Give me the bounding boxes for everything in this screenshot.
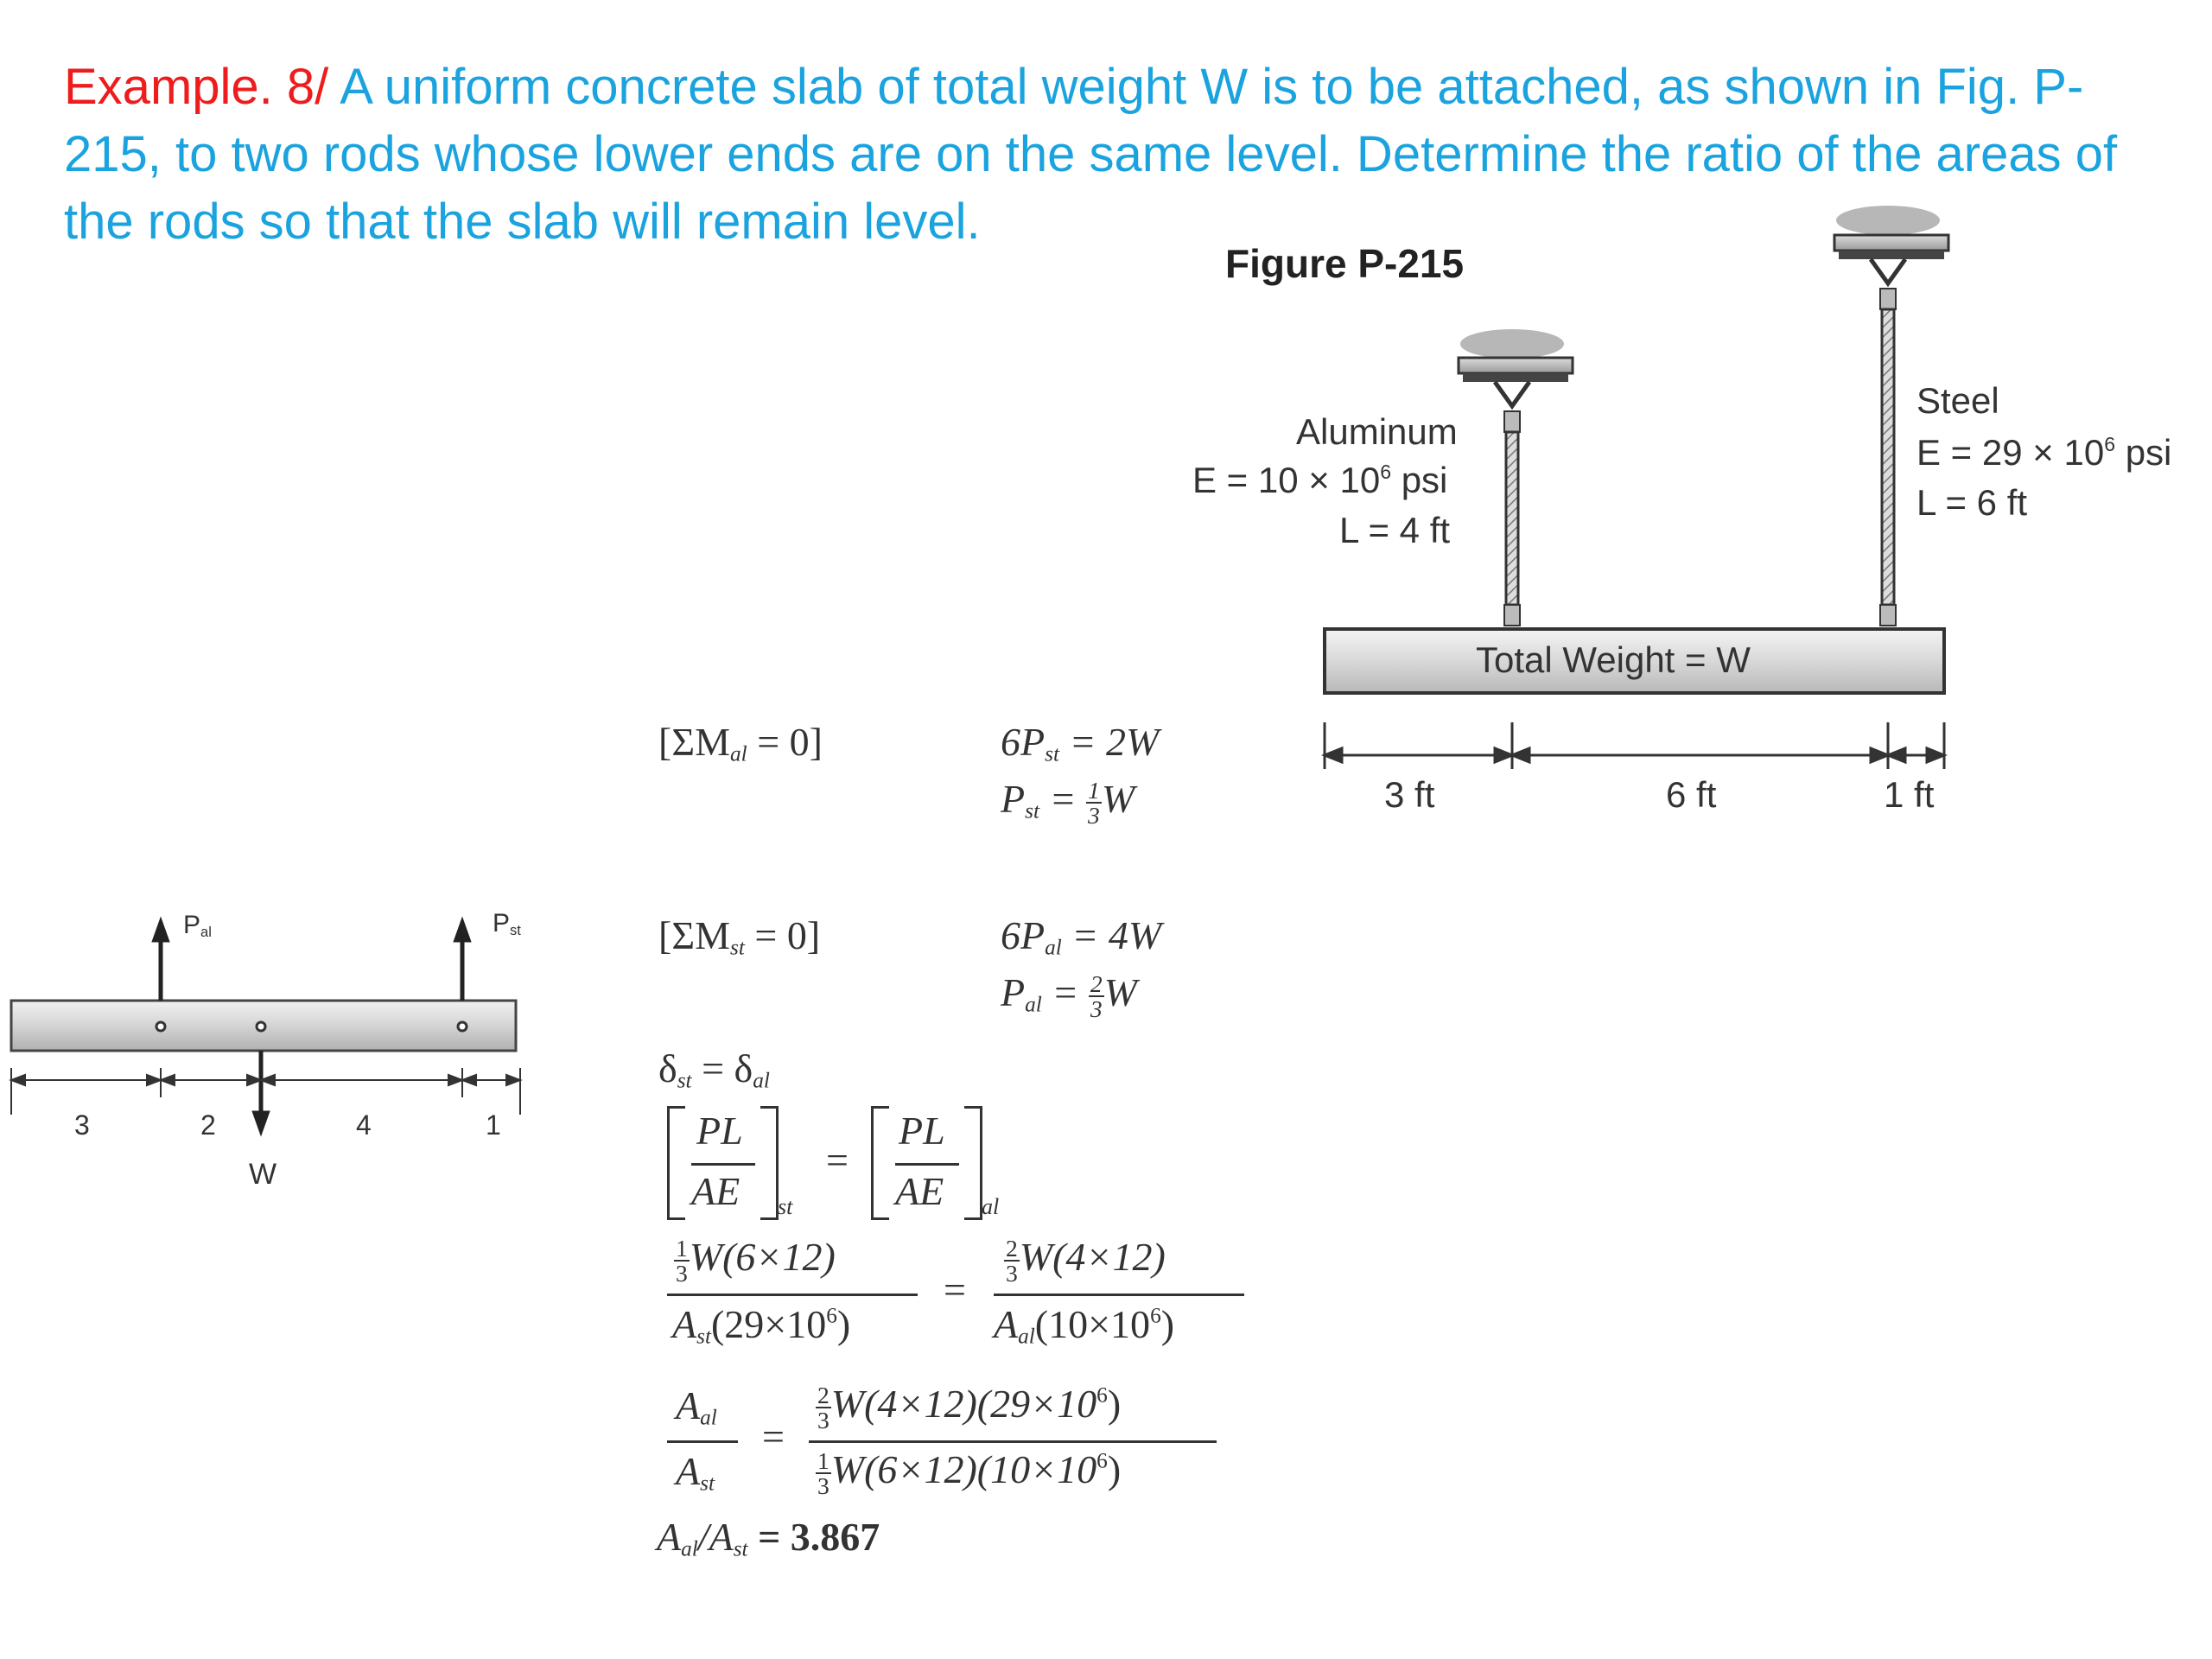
step1-equals: = (944, 1268, 966, 1312)
steel-rod (1880, 289, 1896, 626)
moment-eq-st-1: $6P_{al} = 4W$ (1001, 913, 1162, 960)
steel-length: L = 6 ft (1916, 482, 2028, 523)
steel-label: Steel (1916, 380, 1999, 421)
fbd-dimension-line (11, 1068, 520, 1115)
step2-lhs-num: $A_{al}$ (676, 1383, 717, 1430)
moment-eq-st-label: $[\Sigma M_{st} = 0]$ (658, 913, 821, 960)
pl-ae-left-bar (691, 1163, 755, 1166)
bracket-right-open (871, 1106, 889, 1220)
moment-eq-al-2: $P_{st}$ = $\frac{1}{3}$ W (1001, 776, 1135, 830)
step2-rhs-den: $\frac{1}{3}$ $W(6\times 12)(10\times 10^6)$ (817, 1446, 1122, 1500)
force-arrow-st (454, 918, 471, 1001)
dim-label-1ft: 1 ft (1884, 774, 1935, 815)
pl-ae-right-bar (895, 1163, 959, 1166)
step1-left-den: $A_{st}(29\times 10^6)$ (672, 1302, 851, 1349)
bracket-right-close (964, 1106, 982, 1220)
slab-label: Total Weight = W (1476, 639, 1751, 680)
pl-ae-equals: = (826, 1138, 849, 1182)
delta-equality: $\delta_{st} = \delta_{al}$ (658, 1046, 770, 1093)
pl-ae-right-sub: al (982, 1194, 1000, 1219)
step1-right-bar (994, 1294, 1244, 1296)
step2-equals: = (762, 1414, 785, 1459)
fbd-dim-1: 1 (486, 1109, 501, 1141)
fbd-force-label-al: $P_{al}$ (183, 911, 212, 941)
moment-eq-al-label: $[\Sigma M_{al} = 0]$ (658, 720, 823, 766)
step1-left-num: $\frac{1}{3}$ W(6×12) (676, 1234, 836, 1287)
steel-support (1834, 206, 1948, 283)
pl-ae-left-den: AE (691, 1169, 741, 1213)
fbd-dim-3: 3 (74, 1109, 90, 1141)
pl-ae-left-sub: st (778, 1194, 793, 1219)
step1-left-bar (667, 1294, 918, 1296)
fbd-dim-2: 2 (200, 1109, 216, 1141)
bracket-left-open (667, 1106, 685, 1220)
force-arrow-al (152, 918, 169, 1001)
pl-ae-left-num: PL (696, 1109, 743, 1153)
aluminum-support (1459, 329, 1573, 406)
step1-right-den: $A_{al}(10\times 10^6)$ (994, 1302, 1175, 1349)
dim-label-3ft: 3 ft (1384, 774, 1435, 815)
fbd-weight-label: W (249, 1158, 277, 1191)
step2-lhs-den: $A_{st}$ (676, 1449, 715, 1496)
fbd-force-label-st: $P_{st}$ (493, 909, 521, 939)
dimension-line (1325, 722, 1944, 769)
fbd-dim-4: 4 (356, 1109, 372, 1141)
step2-lhs-bar (667, 1440, 738, 1443)
aluminum-label: Aluminum (1296, 411, 1458, 452)
step2-rhs-bar (809, 1440, 1217, 1443)
bracket-left-close (760, 1106, 779, 1220)
aluminum-modulus: $E = 10 \times 10^6$ psi (1192, 460, 1448, 500)
aluminum-length: L = 4 ft (1339, 510, 1451, 550)
problem-text: A uniform concrete slab of total weight W is to be attached, as shown in Fig. P-215, to two rods whose lower ends are on the same level. Determine the ratio of the areas of the rods so that the slab will remain level. (64, 59, 2118, 250)
moment-eq-al-1: $6P_{st} = 2W$ (1001, 720, 1160, 766)
aluminum-rod (1504, 411, 1520, 626)
result-ratio: $A_{al}/A_{st} = 3.867$ (657, 1515, 880, 1561)
dim-label-6ft: 6 ft (1666, 774, 1717, 815)
weight-arrow (252, 1051, 270, 1135)
figure-title: Figure P-215 (1225, 241, 1465, 286)
steel-modulus: $E = 29 \times 10^6$ psi (1916, 432, 2172, 473)
step1-right-num: $\frac{2}{3}$ W(4×12) (1006, 1234, 1166, 1287)
moment-eq-st-2: $P_{al}$ = $\frac{2}{3}$ W (1001, 969, 1137, 1023)
example-label: Example. 8/ (64, 59, 329, 115)
pl-ae-right-den: AE (895, 1169, 944, 1213)
step2-rhs-num: $\frac{2}{3}$ $W(4\times 12)(29\times 10^6)$ (817, 1381, 1122, 1434)
pl-ae-right-num: PL (899, 1109, 945, 1153)
